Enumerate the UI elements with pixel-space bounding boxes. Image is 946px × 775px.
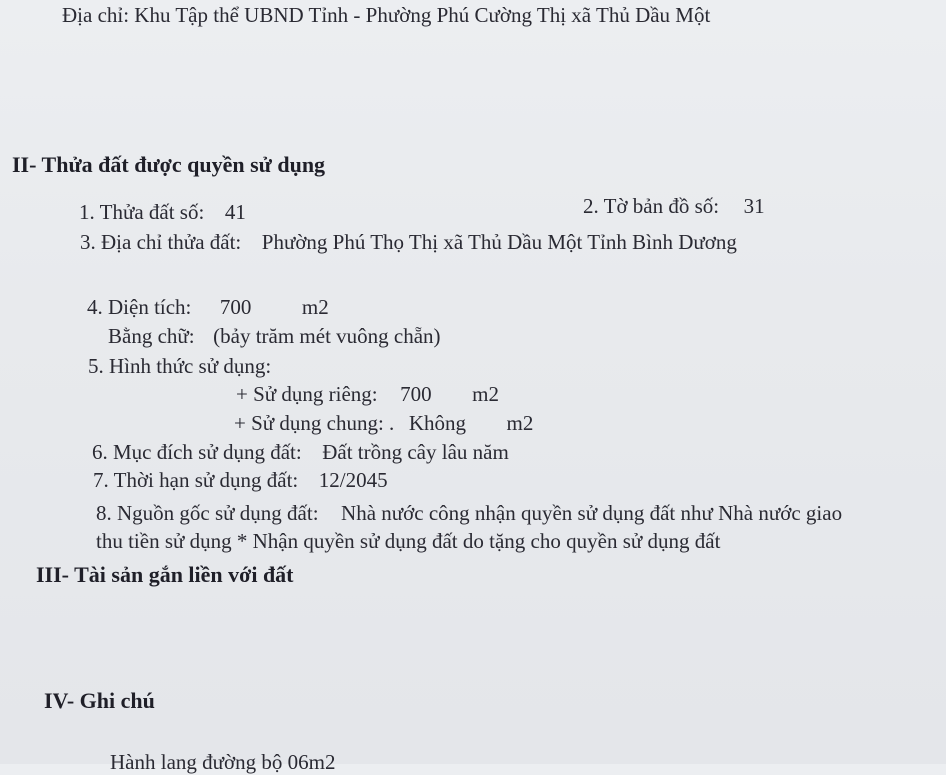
private-use-label: + Sử dụng riêng: bbox=[236, 382, 378, 406]
purpose-row bbox=[92, 439, 509, 465]
private-use-value: 700 bbox=[400, 382, 432, 406]
area-words-value: (bảy trăm mét vuông chẵn) bbox=[213, 324, 441, 348]
area-row bbox=[87, 294, 329, 320]
purpose-label: 6. Mục đích sử dụng đất: bbox=[92, 440, 302, 464]
usage-form-label: 5. Hình thức sử dụng: bbox=[88, 354, 272, 378]
common-use-value: Không bbox=[408, 411, 466, 435]
map-sheet-label: 2. Tờ bản đồ số: bbox=[583, 194, 720, 218]
photo-fade bbox=[766, 0, 946, 40]
private-use-unit: m2 bbox=[472, 382, 499, 406]
origin-line-2: thu tiền sử dụng * Nhận quyền sử dụng đất do tặng cho quyền sử dụng đất bbox=[96, 529, 721, 553]
origin-label: 8. Nguồn gốc sử dụng đất: bbox=[96, 501, 319, 525]
term-row bbox=[93, 467, 388, 493]
area-words-row bbox=[108, 323, 441, 349]
area-words-label: Bằng chữ: bbox=[108, 324, 195, 348]
section-4-title: IV- Ghi chú bbox=[44, 688, 155, 713]
term-label: 7. Thời hạn sử dụng đất: bbox=[93, 468, 299, 492]
common-use-row bbox=[234, 410, 533, 436]
origin-row bbox=[96, 500, 842, 526]
area-unit: m2 bbox=[301, 295, 329, 319]
area-label: 4. Diện tích: bbox=[87, 295, 192, 319]
plot-number-value: 41 bbox=[224, 200, 246, 224]
header-address: Địa chỉ: Khu Tập thể UBND Tỉnh - Phường Phú Cường Thị xã Thủ Dầu Một bbox=[62, 3, 711, 27]
plot-address-value: Phường Phú Thọ Thị xã Thủ Dầu Một Tỉnh Bình Dương bbox=[261, 230, 737, 254]
note-partial-line: Hành lang đường bộ 06m2 bbox=[110, 750, 336, 774]
private-use-row bbox=[236, 381, 499, 407]
plot-address-label: 3. Địa chỉ thửa đất: bbox=[80, 230, 242, 254]
common-use-label: + Sử dụng chung: . bbox=[234, 411, 395, 435]
map-sheet-value: 31 bbox=[743, 194, 765, 218]
common-use-unit: m2 bbox=[506, 411, 534, 435]
origin-line-1: Nhà nước công nhận quyền sử dụng đất như Nhà nước giao bbox=[341, 501, 843, 525]
plot-number-row bbox=[79, 199, 246, 225]
section-2-title: II- Thửa đất được quyền sử dụng bbox=[12, 152, 326, 177]
section-3-title: III- Tài sản gắn liền với đất bbox=[36, 562, 294, 587]
plot-number-label: 1. Thửa đất số: bbox=[79, 200, 205, 224]
plot-address-row bbox=[80, 229, 737, 255]
term-value: 12/2045 bbox=[318, 468, 388, 492]
purpose-value: Đất trồng cây lâu năm bbox=[322, 440, 509, 464]
area-value: 700 bbox=[219, 295, 252, 319]
map-sheet-row bbox=[583, 193, 765, 219]
